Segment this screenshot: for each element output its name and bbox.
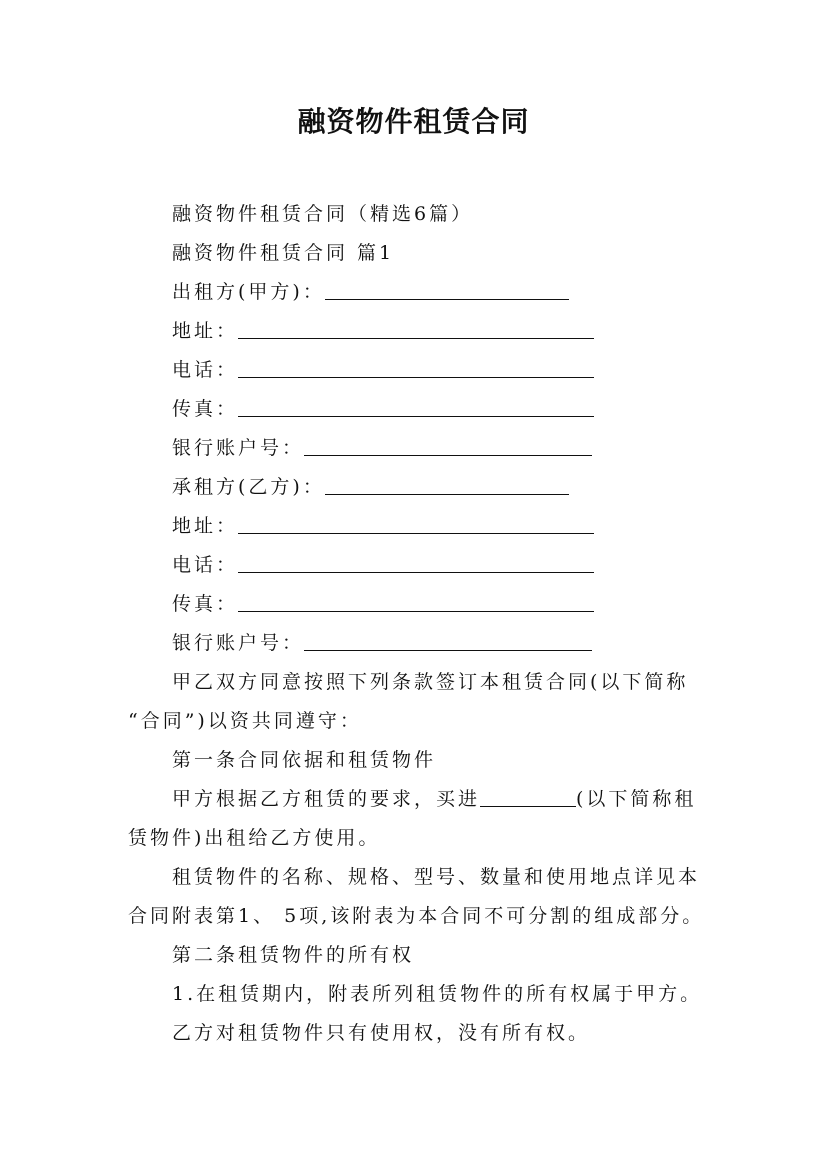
subtitle: 融资物件租赁合同（精选6篇） [172, 203, 474, 225]
document-body [128, 195, 708, 1053]
intro-line-1: 甲乙双方同意按照下列条款签订本租赁合同(以下简称 [172, 671, 689, 693]
lessor-phone-label: 电话： [172, 359, 239, 381]
document-title: 融资物件租赁合同 [297, 105, 530, 138]
lessor-party-label: 出租方(甲方)： [172, 281, 325, 303]
lessee-phone-label: 电话： [172, 554, 239, 576]
lessor-party-blank [325, 277, 569, 300]
lessor-fax-blank [238, 394, 594, 417]
lessee-party-line [128, 468, 708, 507]
lessor-bank-label: 银行账户号： [172, 437, 305, 459]
lessor-phone-line [128, 351, 708, 390]
lessor-fax-label: 传真： [172, 398, 239, 420]
lessor-address-blank [238, 316, 594, 339]
lessee-address-label: 地址： [172, 515, 239, 537]
article1-p1-part-a: 甲方根据乙方租赁的要求，买进 [172, 788, 481, 810]
article2-p2: 乙方对租赁物件只有使用权，没有所有权。 [172, 1022, 591, 1044]
lessee-bank-line [128, 624, 708, 663]
lessee-phone-line [128, 546, 708, 585]
lessor-address-line [128, 312, 708, 351]
lessor-address-label: 地址： [172, 320, 239, 342]
article1-p1-part-b: (以下简称租 [576, 788, 697, 810]
article1-p2-line1: 租赁物件的名称、规格、型号、数量和使用地点详见本 [172, 866, 701, 888]
lessee-bank-blank [304, 628, 592, 651]
lessor-party-line [128, 273, 708, 312]
lessee-fax-blank [238, 589, 594, 612]
article2-p1: 1.在租赁期内，附表所列租赁物件的所有权属于甲方。 [172, 983, 703, 1005]
lessee-party-label: 承租方(乙方)： [172, 476, 325, 498]
lessee-bank-label: 银行账户号： [172, 632, 305, 654]
lessee-fax-line [128, 585, 708, 624]
purchase-item-blank [480, 784, 576, 807]
lessor-bank-blank [304, 433, 592, 456]
lessor-bank-line [128, 429, 708, 468]
article1-heading: 第一条合同依据和租赁物件 [172, 749, 437, 771]
article1-p1-line2: 赁物件)出租给乙方使用。 [128, 827, 381, 849]
lessee-party-blank [325, 472, 569, 495]
lessor-phone-blank [238, 355, 594, 378]
lessee-phone-blank [238, 550, 594, 573]
article1-p1-line1 [128, 780, 708, 819]
lessee-address-line [128, 507, 708, 546]
section-heading: 融资物件租赁合同 篇1 [172, 242, 395, 264]
article1-p2-line2: 合同附表第1、 5项,该附表为本合同不可分割的组成部分。 [128, 905, 705, 927]
lessee-fax-label: 传真： [172, 593, 239, 615]
lessee-address-blank [238, 511, 594, 534]
lessor-fax-line [128, 390, 708, 429]
article2-heading: 第二条租赁物件的所有权 [172, 944, 415, 966]
intro-line-2: “合同”)以资共同遵守： [128, 710, 362, 732]
